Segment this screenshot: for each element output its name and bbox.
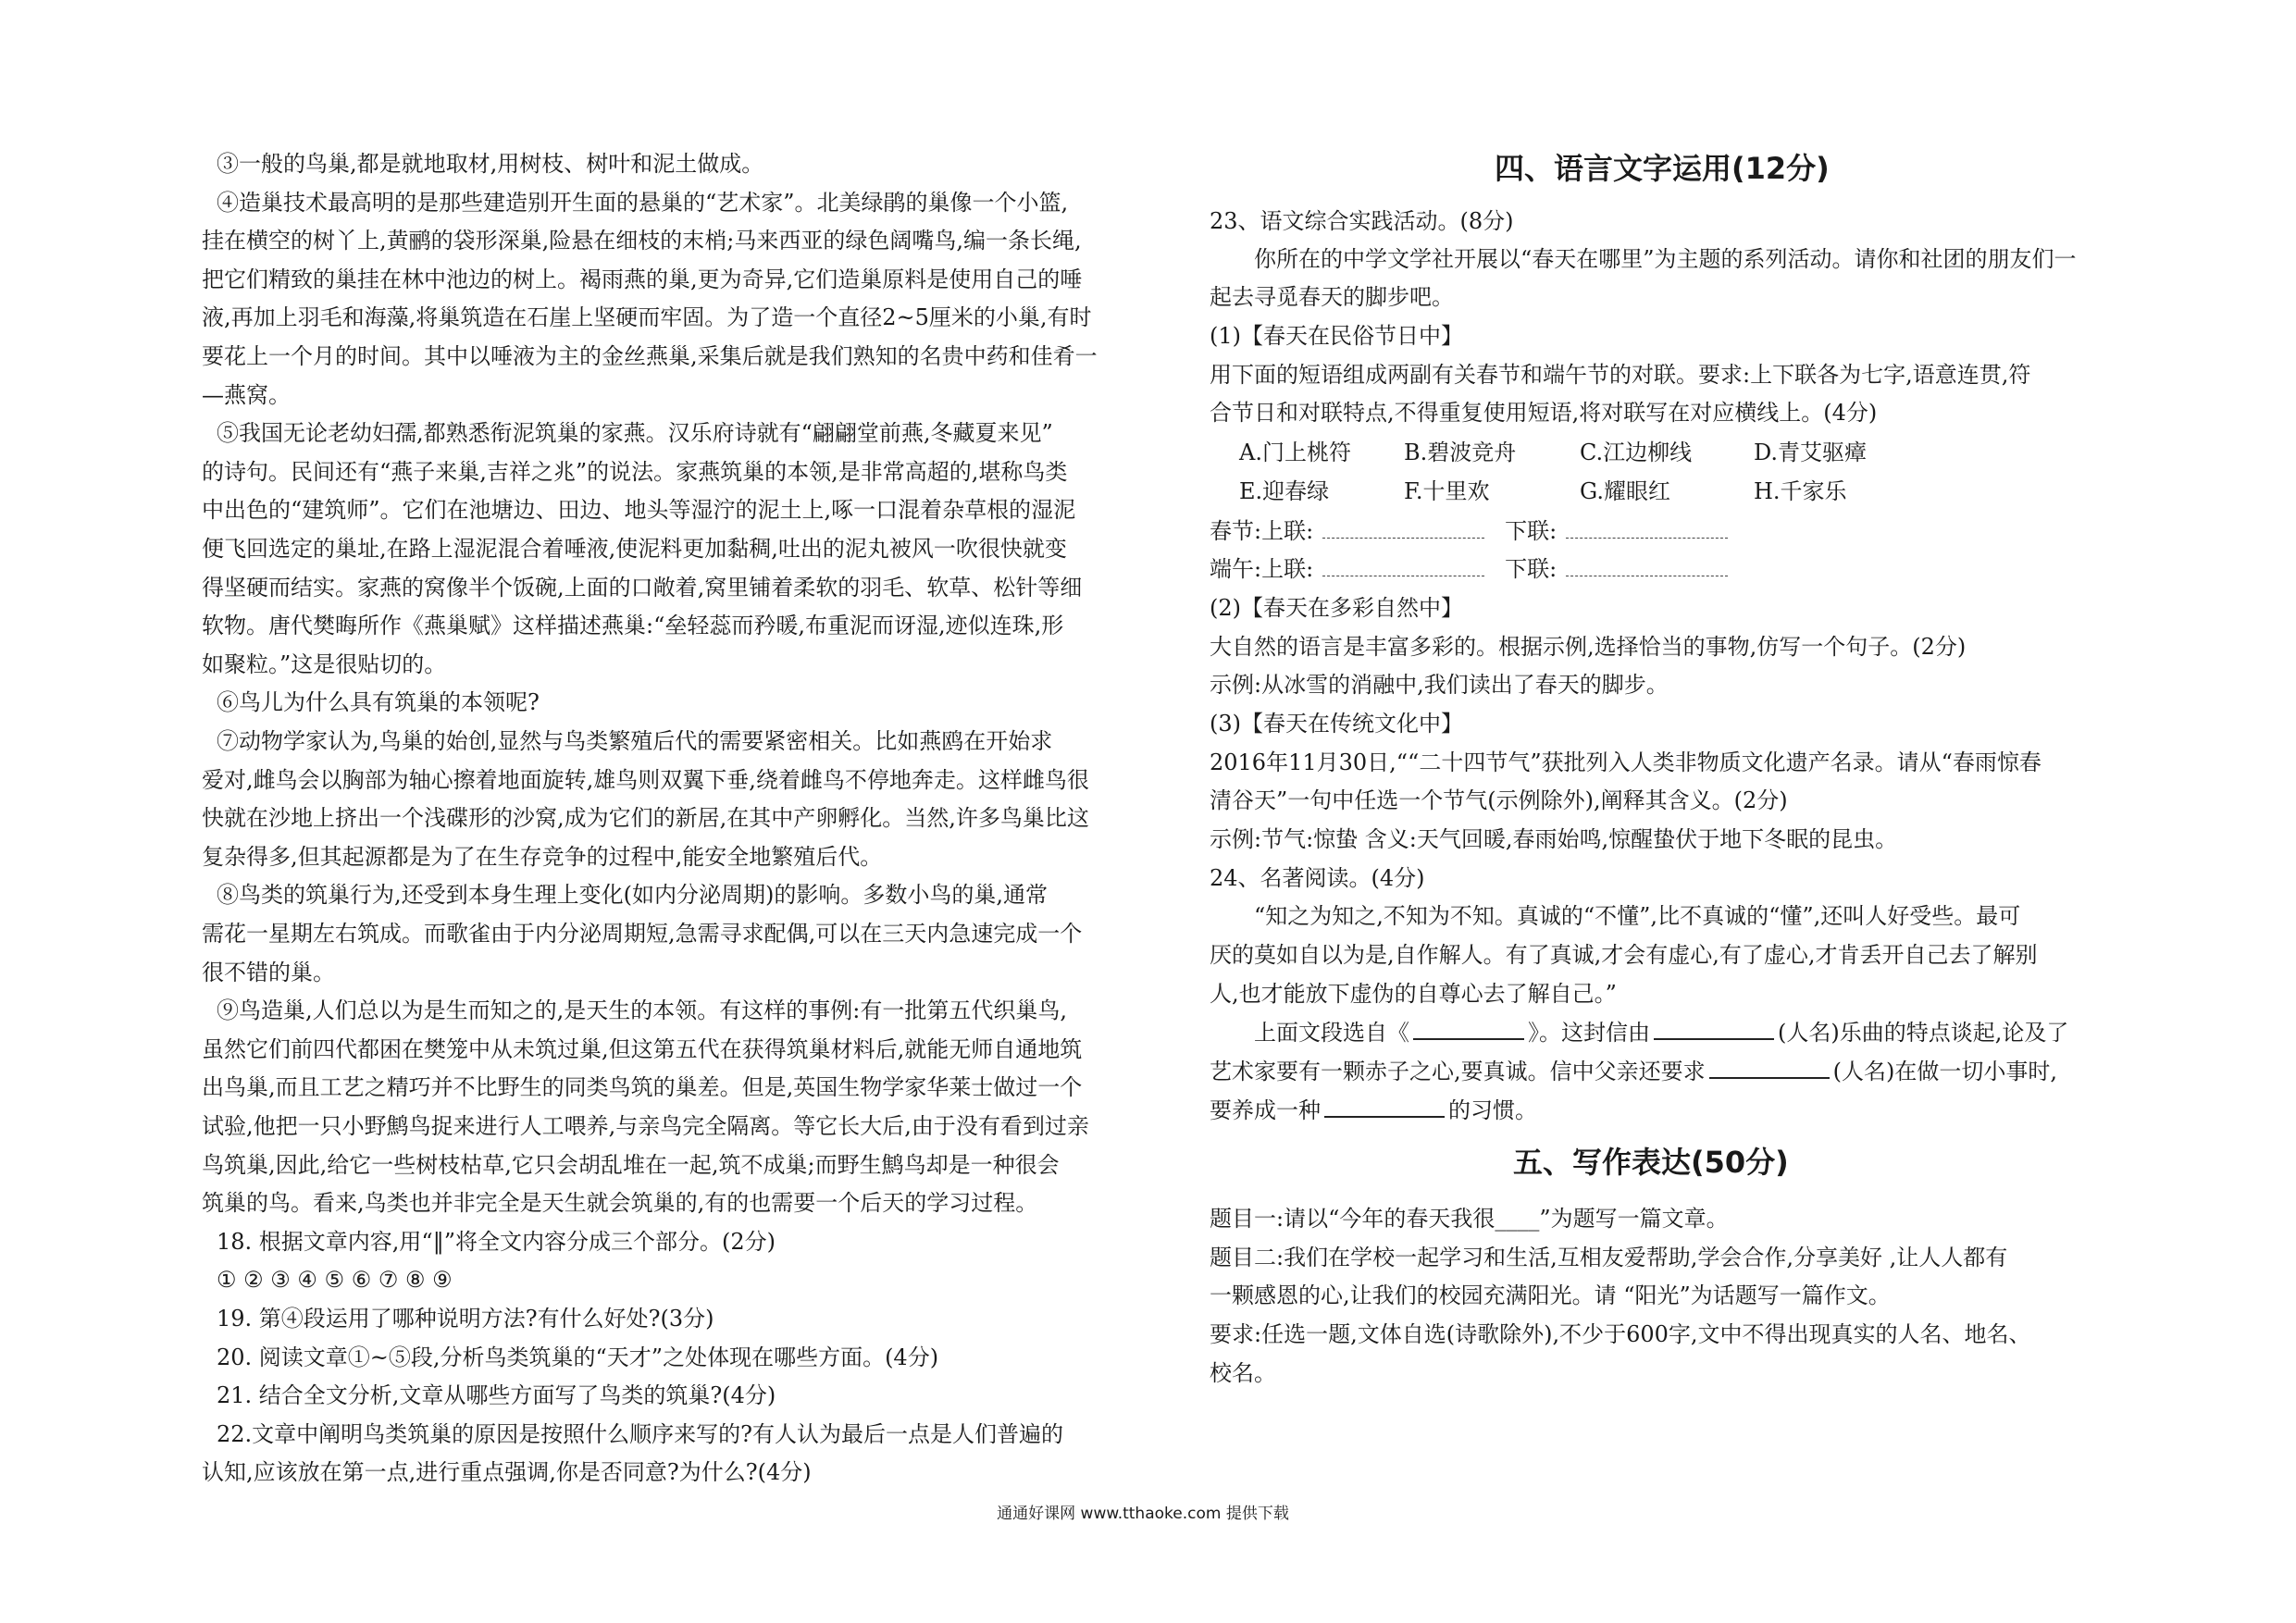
habit-blank[interactable]	[1324, 1094, 1445, 1118]
left-text-line: —燕窝。	[202, 382, 291, 408]
left-text-line: ⑦动物学家认为,鸟巢的始创,显然与鸟类繁殖后代的需要紧密相关。比如燕鸥在开始求	[217, 728, 1053, 754]
left-text-line: 认知,应该放在第一点,进行重点强调,你是否同意?为什么?(4分)	[202, 1459, 812, 1485]
duanwu-lower-blank[interactable]	[1566, 555, 1728, 576]
part-1-line-1: 用下面的短语组成两副有关春节和端午节的对联。要求:上下联各为七字,语意连贯,符	[1210, 362, 2031, 388]
left-text-line: 得坚硬而结实。家燕的窝像半个饭碗,上面的口敞着,窝里铺着柔软的羽毛、软草、松针等细	[202, 575, 1083, 601]
duanwu-label: 端午:上联:	[1210, 556, 1314, 582]
left-text-line: ⑨鸟造巢,人们总以为是生而知之的,是天生的本领。有这样的事例:有一批第五代织巢鸟,	[217, 997, 1067, 1023]
q24-line-2	[1210, 1055, 2057, 1086]
part-1-title: (1)【春天在民俗节日中】	[1210, 323, 1463, 349]
q24-text-e: (人名)在做一切小事时,	[1832, 1059, 2057, 1084]
left-text-line: 便飞回选定的巢址,在路上湿泥混合着唾液,使泥料更加黏稠,吐出的泥丸被风一吹很快就变	[202, 536, 1067, 562]
duanwu-lower-label: 下联:	[1505, 556, 1558, 582]
left-text-line: 很不错的巢。	[202, 960, 335, 985]
quote-line-2: 厌的莫如自以为是,自作解人。有了真诚,才会有虚心,有了虚心,才肯丢开自己去了解别	[1210, 942, 2038, 968]
left-text-line: 试验,他把一只小野鹪鸟捉来进行人工喂养,与亲鸟完全隔离。等它长大后,由于没有看到过亲	[202, 1113, 1089, 1139]
part-1-line-2: 合节日和对联特点,不得重复使用短语,将对联写在对应横线上。(4分)	[1210, 400, 1878, 426]
part-3-example: 示例:节气:惊蛰 含义:天气回暖,春雨始鸣,惊醒蛰伏于地下冬眠的昆虫。	[1210, 826, 1898, 852]
option-d: D.青艾驱瘴	[1754, 440, 1868, 465]
left-text-line: ③一般的鸟巢,都是就地取材,用树枝、树叶和泥土做成。	[217, 151, 764, 177]
part-3-title: (3)【春天在传统文化中】	[1210, 711, 1463, 737]
left-text-line: 18. 根据文章内容,用“‖”将全文内容分成三个部分。(2分)	[217, 1229, 776, 1255]
left-text-line: 快就在沙地上挤出一个浅碟形的沙窝,成为它们的新居,在其中产卵孵化。当然,许多鸟巢比这	[202, 805, 1089, 831]
q24-line-1	[1254, 1016, 2068, 1047]
left-text-line: ④造巢技术最高明的是那些建造别开生面的悬巢的“艺术家”。北美绿鹃的巢像一个小篮,	[217, 190, 1069, 216]
left-text-line: 的诗句。民间还有“燕子来巢,吉祥之兆”的说法。家燕筑巢的本领,是非常高超的,堪称鸟类	[202, 459, 1068, 485]
left-text-line: 复杂得多,但其起源都是为了在生存竞争的过程中,能安全地繁殖后代。	[202, 844, 883, 870]
person-name-blank-1[interactable]	[1654, 1016, 1774, 1040]
left-text-line: 21. 结合全文分析,文章从哪些方面写了鸟类的筑巢?(4分)	[217, 1382, 776, 1408]
left-text-line: ⑥鸟儿为什么具有筑巢的本领呢?	[217, 689, 540, 715]
left-text-line: 要花上一个月的时间。其中以唾液为主的金丝燕巢,采集后就是我们熟知的名贵中药和佳肴一	[202, 343, 1098, 369]
left-text-line: 液,再加上羽毛和海藻,将巢筑造在石崖上坚硬而牢固。为了造一个直径2~5厘米的小巢,有时	[202, 304, 1092, 330]
part-3-line-2: 清谷天”一句中任选一个节气(示例除外),阐释其含义。(2分)	[1210, 787, 1788, 813]
left-text-line: 挂在横空的树丫上,黄鹂的袋形深巢,险悬在细枝的末梢;马来西亚的绿色阔嘴鸟,编一条长绳,	[202, 228, 1082, 254]
left-text-line: ① ② ③ ④ ⑤ ⑥ ⑦ ⑧ ⑨	[217, 1267, 453, 1293]
left-text-line: 鸟筑巢,因此,给它一些树枝枯草,它只会胡乱堆在一起,筑不成巢;而野生鹪鸟却是一种很会	[202, 1152, 1060, 1178]
left-text-line: 爱对,雌鸟会以胸部为轴心擦着地面旋转,雄鸟则双翼下垂,绕着雌鸟不停地奔走。这样雌鸟很	[202, 767, 1089, 793]
q24-text-f: 要养成一种	[1210, 1097, 1321, 1123]
spring-lower-blank[interactable]	[1566, 517, 1728, 539]
option-h: H.千家乐	[1754, 478, 1847, 504]
intro-line-2: 起去寻觅春天的脚步吧。	[1210, 284, 1454, 310]
part-2-line-1: 大自然的语言是丰富多彩的。根据示例,选择恰当的事物,仿写一个句子。(2分)	[1210, 634, 1967, 660]
question-24: 24、名著阅读。(4分)	[1210, 865, 1425, 891]
left-text-line: 20. 阅读文章①~⑤段,分析鸟类筑巢的“天才”之处体现在哪些方面。(4分)	[217, 1344, 939, 1370]
quote-line-1: “知之为知之,不知为不知。真诚的“不懂”,比不真诚的“懂”,还叫人好受些。最可	[1254, 903, 2021, 929]
q24-line-3	[1210, 1094, 1537, 1125]
left-text-line: 把它们精致的巢挂在林中池边的树上。褐雨燕的巢,更为奇异,它们造巢原料是使用自己的唾	[202, 266, 1083, 292]
q24-text-a: 上面文段选自《	[1254, 1020, 1409, 1046]
requirement-line-1: 要求:任选一题,文体自选(诗歌除外),不少于600字,文中不得出现真实的人名、地名、	[1210, 1321, 2031, 1347]
spring-couplet-row	[1210, 515, 1737, 547]
left-text-line: 虽然它们前四代都困在樊笼中从未筑过巢,但这第五代在获得筑巢材料后,就能无师自通地筑	[202, 1036, 1083, 1062]
spring-label: 春节:上联:	[1210, 518, 1314, 544]
left-text-line: 筑巢的鸟。看来,鸟类也并非完全是天生就会筑巢的,有的也需要一个后天的学习过程。	[202, 1190, 1038, 1216]
option-g: G.耀眼红	[1580, 478, 1670, 504]
part-3-line-1: 2016年11月30日,““二十四节气”获批列入人类非物质文化遗产名录。请从“春雨惊春	[1210, 750, 2042, 775]
spring-lower-label: 下联:	[1505, 518, 1558, 544]
spring-upper-blank[interactable]	[1322, 517, 1484, 539]
option-f: F.十里欢	[1404, 478, 1490, 504]
section-four-heading: 四、语言文字运用(12分)	[1495, 151, 1830, 186]
left-text-line: ⑤我国无论老幼妇孺,都熟悉衔泥筑巢的家燕。汉乐府诗就有“翩翩堂前燕,冬藏夏来见”	[217, 420, 1053, 446]
topic-one: 题目一:请以“今年的春天我很____”为题写一篇文章。	[1210, 1206, 1729, 1232]
question-23: 23、语文综合实践活动。(8分)	[1210, 208, 1514, 234]
q24-text-d: 艺术家要有一颗赤子之心,要真诚。信中父亲还要求	[1210, 1059, 1706, 1084]
left-text-line: ⑧鸟类的筑巢行为,还受到本身生理上变化(如内分泌周期)的影响。多数小鸟的巢,通常	[217, 882, 1048, 908]
left-text-line: 需花一星期左右筑成。而歌雀由于内分泌周期短,急需寻求配偶,可以在三天内急速完成一个	[202, 921, 1083, 947]
requirement-line-2: 校名。	[1210, 1360, 1276, 1386]
page-footer: 通通好课网 www.tthaoke.com 提供下载	[997, 1505, 1289, 1523]
duanwu-couplet-row	[1210, 553, 1737, 585]
part-2-example: 示例:从冰雪的消融中,我们读出了春天的脚步。	[1210, 672, 1669, 698]
book-title-blank[interactable]	[1413, 1016, 1524, 1040]
option-a: A.门上桃符	[1239, 440, 1351, 465]
option-b: B.碧波竞舟	[1404, 440, 1517, 465]
person-name-blank-2[interactable]	[1709, 1055, 1830, 1079]
q24-text-g: 的习惯。	[1448, 1097, 1537, 1123]
q24-text-b: 》。这封信由	[1528, 1020, 1650, 1046]
part-2-title: (2)【春天在多彩自然中】	[1210, 595, 1463, 621]
left-text-line: 中出色的“建筑师”。它们在池塘边、田边、地头等湿泞的泥土上,啄一口混着杂草根的湿泥	[202, 497, 1076, 523]
left-text-line: 出鸟巢,而且工艺之精巧并不比野生的同类鸟筑的巢差。但是,英国生物学家华莱士做过一个	[202, 1074, 1083, 1100]
topic-two-line-1: 题目二:我们在学校一起学习和生活,互相友爱帮助,学会合作,分享美好 ,让人人都有	[1210, 1245, 2008, 1270]
left-text-line: 如聚粒。”这是很贴切的。	[202, 651, 447, 677]
left-text-line: 软物。唐代樊晦所作《燕巢赋》这样描述燕巢:“垒轻蕊而矜暖,布重泥而讶湿,迹似连珠,形	[202, 613, 1064, 638]
option-c: C.江边柳线	[1580, 440, 1693, 465]
duanwu-upper-blank[interactable]	[1322, 555, 1484, 576]
option-e: E.迎春绿	[1239, 478, 1330, 504]
q24-text-c: (人名)乐曲的特点谈起,论及了	[1778, 1020, 2069, 1046]
left-text-line: 19. 第④段运用了哪种说明方法?有什么好处?(3分)	[217, 1306, 714, 1332]
left-text-line: 22.文章中阐明鸟类筑巢的原因是按照什么顺序来写的?有人认为最后一点是人们普遍的	[217, 1421, 1064, 1447]
quote-line-3: 人,也才能放下虚伪的自尊心去了解自己。”	[1210, 981, 1617, 1007]
topic-two-line-2: 一颗感恩的心,让我们的校园充满阳光。请 “阳光”为话题写一篇作文。	[1210, 1282, 1891, 1308]
intro-line-1: 你所在的中学文学社开展以“春天在哪里”为主题的系列活动。请你和社团的朋友们一	[1254, 246, 2077, 272]
section-five-heading: 五、写作表达(50分)	[1513, 1145, 1789, 1180]
